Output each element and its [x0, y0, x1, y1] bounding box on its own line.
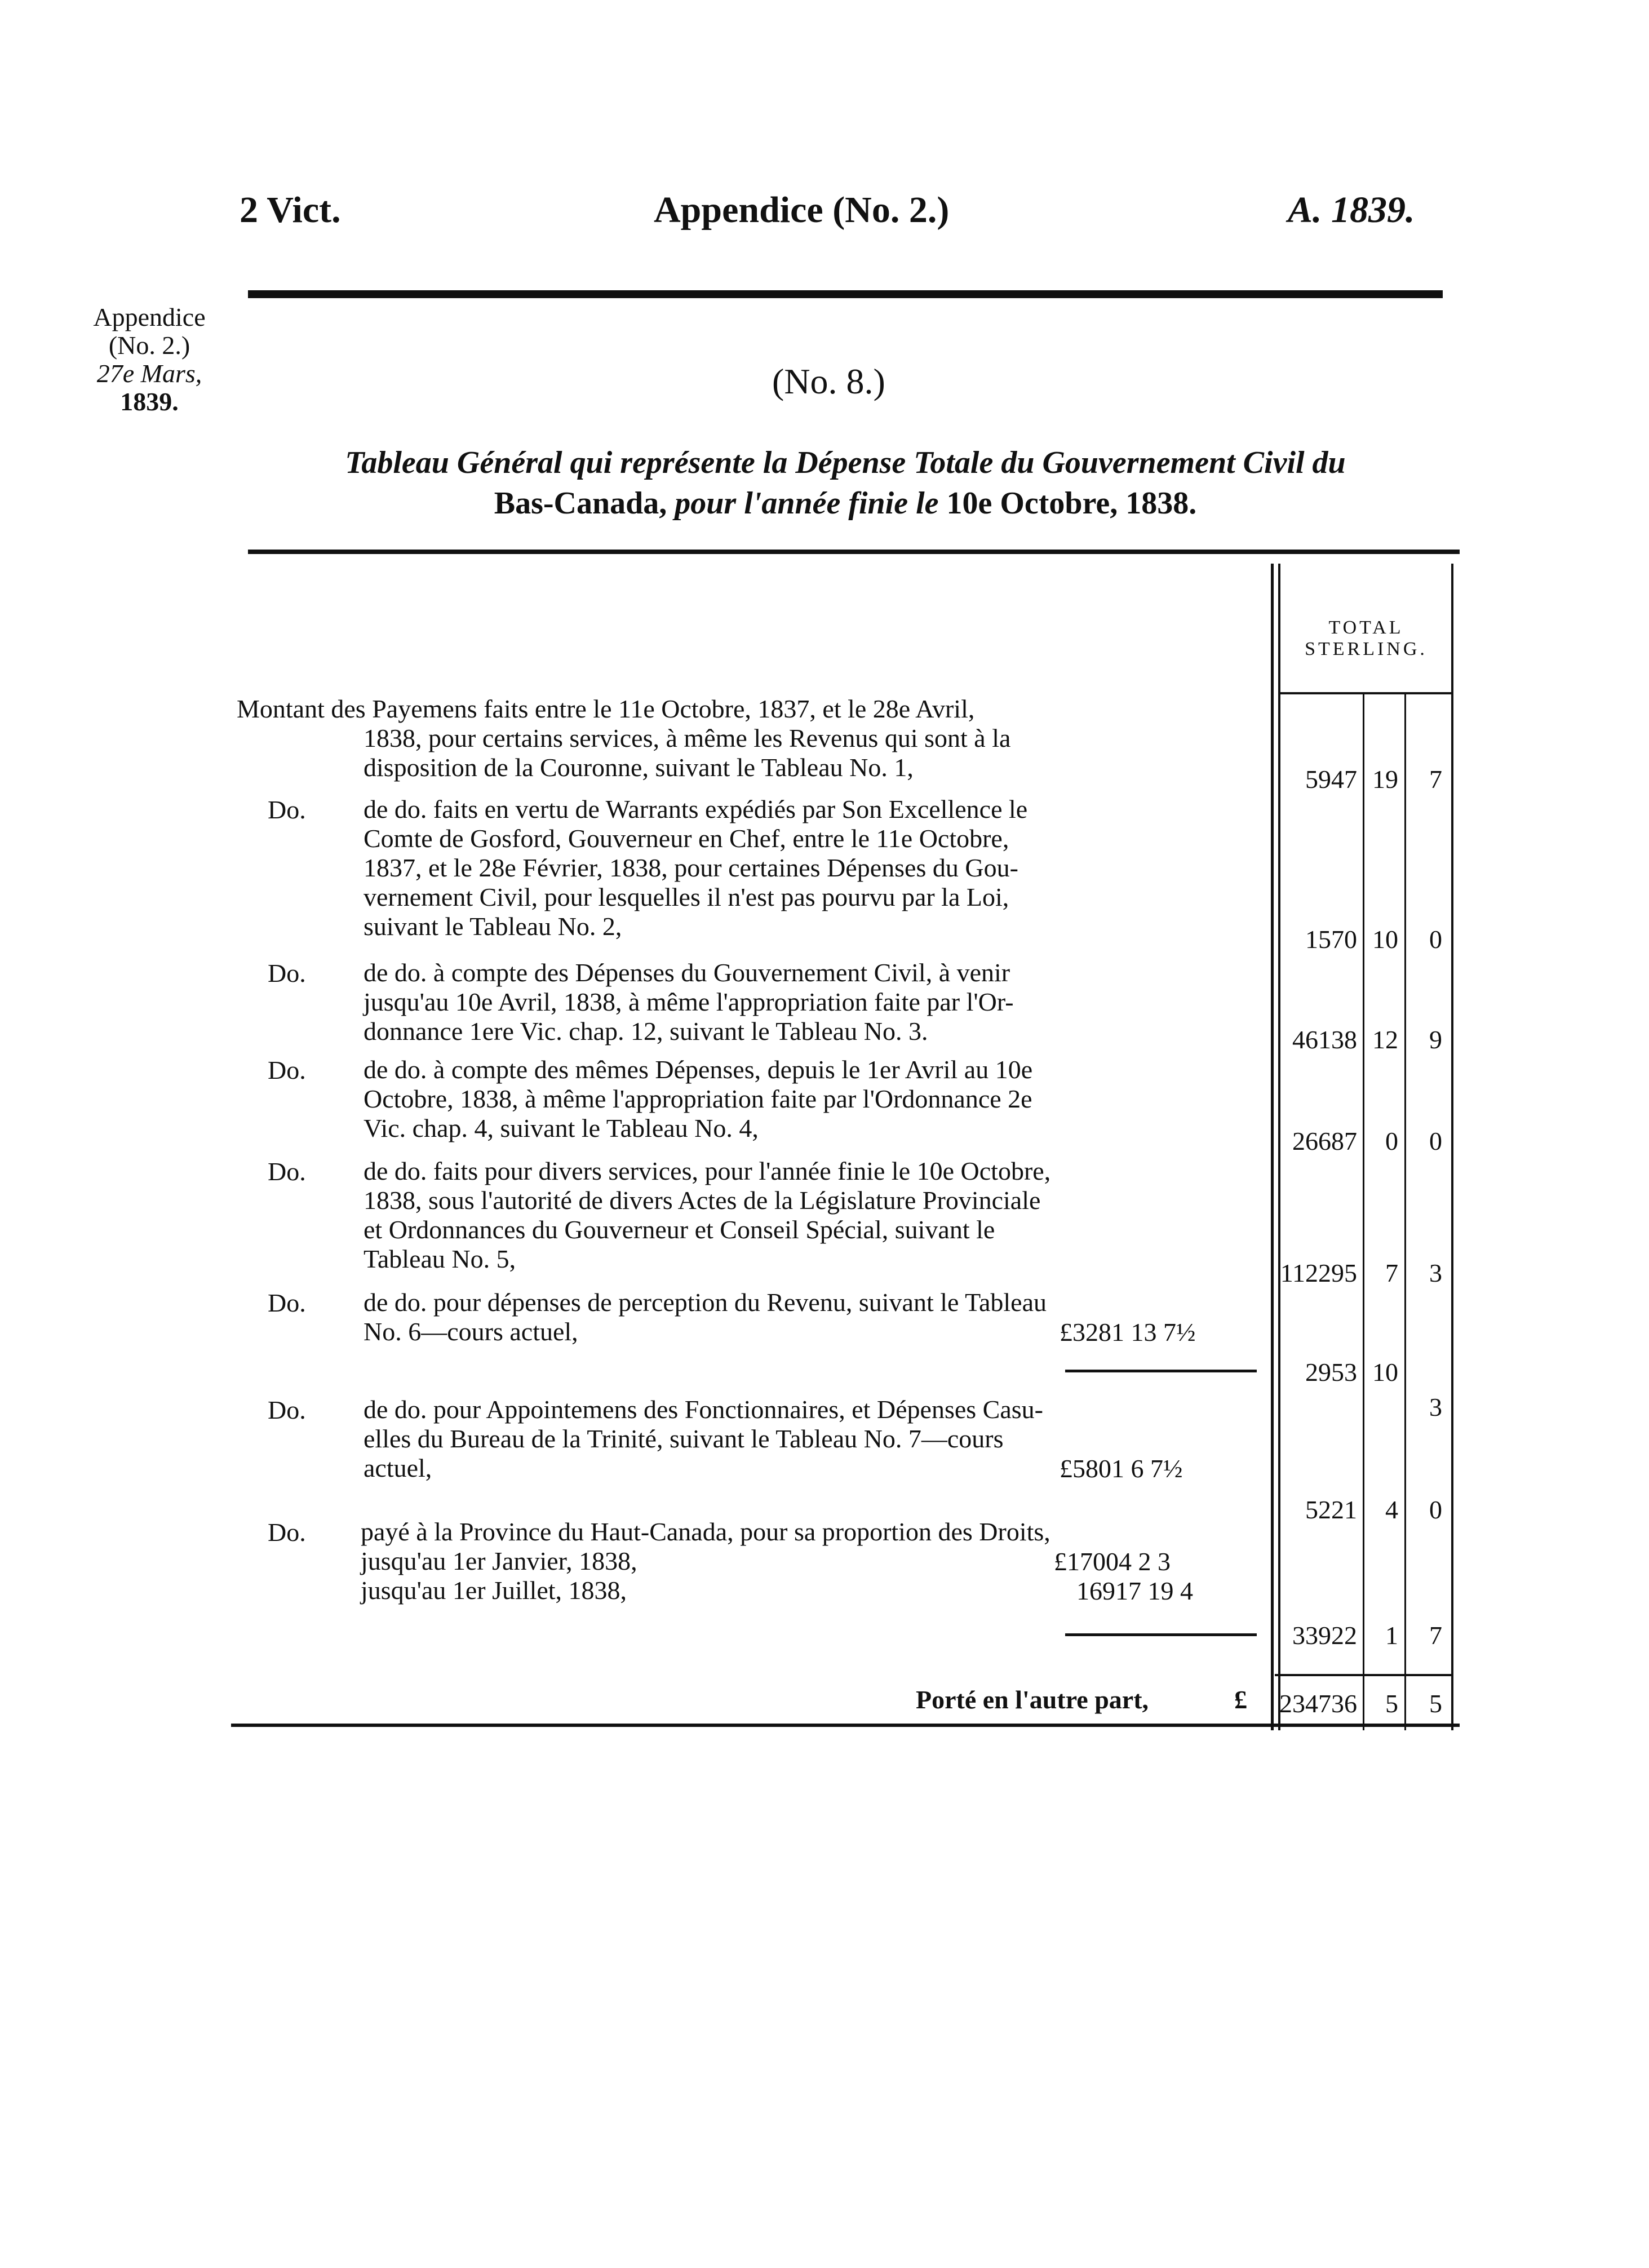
- entry-8-sub-amount-1: £17004 2 3: [1054, 1547, 1171, 1576]
- entry-6-label: Do.: [268, 1288, 306, 1317]
- total-pounds: 234736: [1279, 1689, 1357, 1718]
- entry-4-pence: 0: [1429, 1127, 1442, 1155]
- entry-1-text: [237, 694, 1010, 782]
- entry-5-label: Do.: [268, 1157, 306, 1186]
- entry-4-shillings: 0: [1385, 1127, 1398, 1155]
- entry-line: donnance 1ere Vic. chap. 12, suivant le Tableau No. 3.: [364, 1017, 928, 1046]
- entry-8-sub-rule: [1065, 1633, 1257, 1636]
- entry-line: jusqu'au 10e Avril, 1838, à même l'appropriation faite par l'Or-: [364, 987, 1014, 1016]
- margin-note-line2: (No. 2.): [108, 331, 190, 360]
- header-appendix: Appendice (No. 2.): [654, 189, 950, 231]
- entry-line: vernement Civil, pour lesquelles il n'est pas pourvu par la Loi,: [364, 883, 1009, 911]
- entry-3-pence: 9: [1429, 1025, 1442, 1054]
- header-session: 2 Vict.: [240, 189, 341, 231]
- entry-line: disposition de la Couronne, suivant le Tableau No. 1,: [364, 753, 914, 782]
- entry-6-sub-amount: £3281 13 7½: [1060, 1318, 1196, 1346]
- margin-note-line3: 27e Mars,: [96, 359, 202, 388]
- entry-line: payé à la Province du Haut-Canada, pour sa proportion des Droits,: [361, 1517, 1050, 1546]
- entry-4-text: [364, 1055, 1032, 1143]
- entry-2-label: Do.: [268, 795, 306, 824]
- entry-line: Vic. chap. 4, suivant le Tableau No. 4,: [364, 1114, 759, 1142]
- title-line2: [248, 483, 1443, 524]
- total-rule: [1275, 1674, 1453, 1676]
- column-header: [1276, 617, 1456, 660]
- entry-line: de do. pour Appointemens des Fonctionnaires, et Dépenses Casu-: [364, 1395, 1043, 1424]
- table-number: (No. 8.): [772, 361, 885, 401]
- total-label: Porté en l'autre part,: [916, 1685, 1149, 1714]
- entry-4-label: Do.: [268, 1056, 306, 1084]
- entry-1-shillings: 19: [1372, 765, 1398, 794]
- entry-line: de do. faits en vertu de Warrants expédiés par Son Excellence le: [364, 795, 1028, 823]
- column-header-total: TOTAL: [1328, 617, 1404, 638]
- entry-3-shillings: 12: [1372, 1025, 1398, 1054]
- entry-8-label: Do.: [268, 1518, 306, 1547]
- entry-6-text: [364, 1288, 1047, 1346]
- page-title: [248, 442, 1443, 524]
- entry-3-text: [364, 958, 1014, 1046]
- entry-line: Comte de Gosford, Gouverneur en Chef, entre le 11e Octobre,: [364, 824, 1009, 853]
- entry-line: et Ordonnances du Gouverneur et Conseil Spécial, suivant le: [364, 1215, 995, 1244]
- entry-8-text: [361, 1517, 1050, 1605]
- entry-7-shillings: 4: [1385, 1495, 1398, 1524]
- entry-6-sub-rule: [1065, 1370, 1257, 1372]
- column-head-rule: [1280, 692, 1451, 694]
- bottom-rule: [231, 1724, 1460, 1727]
- total-currency: £: [1234, 1685, 1247, 1714]
- entry-line: Octobre, 1838, à même l'appropriation faite par l'Ordonnance 2e: [364, 1084, 1032, 1113]
- entry-5-text: [364, 1157, 1050, 1274]
- entry-7-label: Do.: [268, 1396, 306, 1424]
- entry-3-label: Do.: [268, 959, 306, 987]
- column-header-sterling: STERLING.: [1305, 639, 1428, 659]
- entry-7-sub-amount: £5801 6 7½: [1060, 1454, 1183, 1483]
- entry-4-pounds: 26687: [1292, 1127, 1357, 1155]
- header-year: A. 1839.: [1288, 189, 1415, 231]
- table-top-rule: [248, 550, 1460, 554]
- title-line1: Tableau Général qui représente la Dépense Totale du Gouvernement Civil du: [345, 445, 1346, 480]
- shillings-rule: [1363, 692, 1364, 1730]
- entry-1-pence: 7: [1429, 765, 1442, 794]
- entry-7-pounds: 5221: [1305, 1495, 1357, 1524]
- top-rule: [248, 290, 1443, 298]
- total-shillings: 5: [1385, 1689, 1398, 1718]
- entry-line: elles du Bureau de la Trinité, suivant le Tableau No. 7—cours: [364, 1424, 1004, 1453]
- entry-7-pence: 0: [1429, 1495, 1442, 1524]
- entry-line: 1837, et le 28e Février, 1838, pour certaines Dépenses du Gou-: [364, 853, 1018, 882]
- entry-6-pence: 3: [1429, 1393, 1442, 1421]
- entry-8-shillings: 1: [1385, 1621, 1398, 1650]
- entry-line: de do. faits pour divers services, pour l'année finie le 10e Octobre,: [364, 1157, 1051, 1185]
- entry-line: de do. à compte des Dépenses du Gouvernement Civil, à venir: [364, 958, 1010, 987]
- entry-line: suivant le Tableau No. 2,: [364, 912, 622, 941]
- entry-5-shillings: 7: [1385, 1259, 1398, 1287]
- entry-line: de do. à compte des mêmes Dépenses, depuis le 1er Avril au 10e: [364, 1055, 1033, 1084]
- margin-note-line1: Appendice: [93, 303, 206, 331]
- entry-6-shillings: 10: [1372, 1358, 1398, 1387]
- margin-note-line4: 1839.: [120, 387, 179, 416]
- total-pence: 5: [1429, 1689, 1442, 1718]
- entry-line: 1838, pour certains services, à même les Revenus qui sont à la: [364, 724, 1011, 752]
- title-place: Bas-Canada,: [494, 486, 667, 521]
- margin-note: [68, 303, 231, 416]
- title-date: 10e Octobre, 1838.: [946, 486, 1197, 521]
- entry-8-sub-amount-2: 16917 19 4: [1076, 1576, 1193, 1605]
- column-rule-left: [1271, 564, 1274, 1730]
- entry-8-pounds: 33922: [1292, 1621, 1357, 1650]
- entry-2-pence: 0: [1429, 925, 1442, 954]
- entry-line: jusqu'au 1er Janvier, 1838,: [361, 1547, 637, 1575]
- entry-line: Tableau No. 5,: [364, 1244, 516, 1273]
- entry-3-pounds: 46138: [1292, 1025, 1357, 1054]
- title-italic: pour l'année finie le: [675, 486, 939, 521]
- entry-5-pounds: 112295: [1280, 1259, 1357, 1287]
- pence-rule: [1404, 692, 1406, 1730]
- entry-line: actuel,: [364, 1454, 432, 1482]
- entry-2-text: [364, 795, 1027, 941]
- entry-2-shillings: 10: [1372, 925, 1398, 954]
- entry-line: 1838, sous l'autorité de divers Actes de la Législature Provinciale: [364, 1186, 1041, 1215]
- entry-6-pounds: 2953: [1305, 1358, 1357, 1387]
- entry-line: de do. pour dépenses de perception du Revenu, suivant le Tableau: [364, 1288, 1047, 1317]
- entry-5-pence: 3: [1429, 1259, 1442, 1287]
- entry-8-pence: 7: [1429, 1621, 1442, 1650]
- entry-1-pounds: 5947: [1305, 765, 1357, 794]
- entry-line: jusqu'au 1er Juillet, 1838,: [361, 1576, 627, 1605]
- entry-line: No. 6—cours actuel,: [364, 1317, 578, 1346]
- entry-line: Montant des Payemens faits entre le 11e Octobre, 1837, et le 28e Avril,: [237, 694, 975, 723]
- entry-7-text: [364, 1395, 1043, 1483]
- column-rule-right: [1451, 564, 1453, 1730]
- entry-2-pounds: 1570: [1305, 925, 1357, 954]
